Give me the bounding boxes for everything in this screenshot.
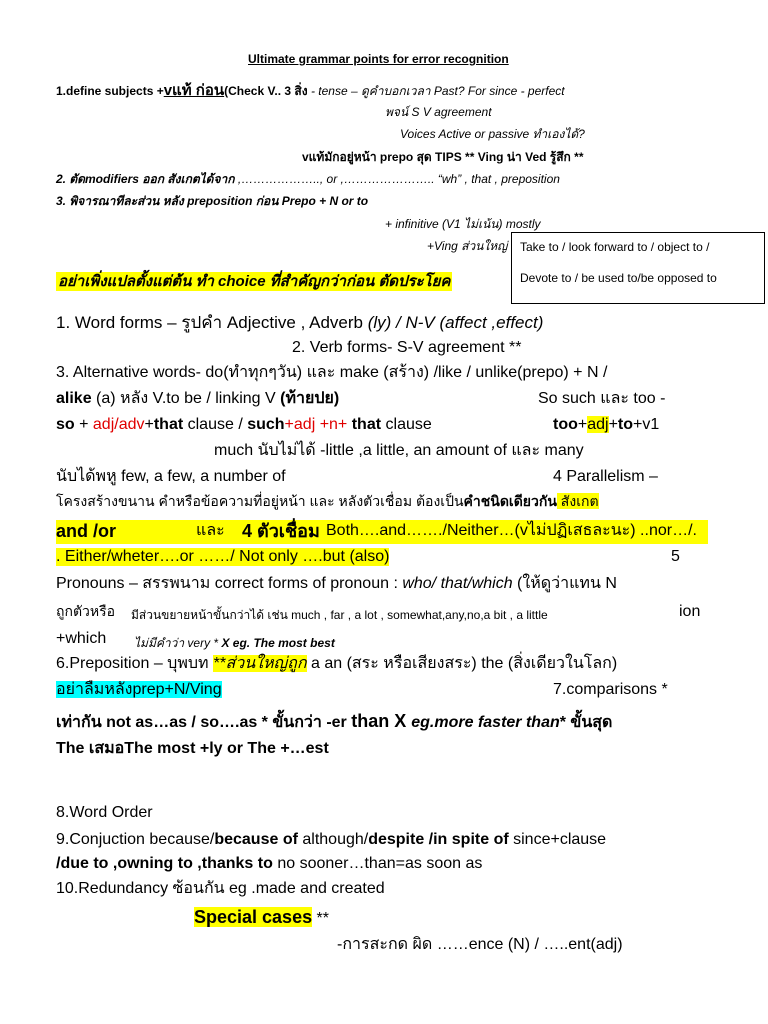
special-cases-line — [194, 907, 329, 928]
both-neither: Both….and……./Neither…(vไม่ปฏิเสธละนะ) ..nor…/. — [326, 522, 697, 539]
clause-2: clause — [381, 416, 432, 433]
cut-label: 2. ตัด — [56, 172, 85, 186]
v1-word: +v1 — [633, 416, 660, 433]
adj-n: adj +n+ — [293, 416, 348, 433]
correct-or: ถูกตัวหรือ — [56, 603, 116, 619]
conj-label: 9.Conjuction because/ — [56, 831, 215, 848]
because-of: because of — [214, 831, 298, 848]
parallelism-text: โครงสร้างขนาน คำหรือข้อความที่อยู่หน้า และ หลังตัวเชื่อม ต้องเป็น — [56, 493, 464, 509]
alike-line — [56, 390, 339, 408]
pronouns-line — [56, 575, 617, 593]
to-word: to — [617, 416, 634, 433]
true-verb-first: vแท้ ก่อน — [163, 82, 225, 99]
four-connectors: 4 ตัวเชื่อม — [242, 521, 320, 541]
such-word: such — [247, 416, 285, 433]
comparisons-title: 7.comparisons * — [553, 681, 668, 698]
tip-banner: อย่าเพิ่งแปลตั้งแต่ต้น ทำ choice ที่สำคัญกว่าก่อน ตัดประโยค — [58, 273, 451, 290]
equal-line: เท่ากัน not as…as / so….as * ขั้นกว่า -er — [56, 714, 352, 731]
than-word: than — [351, 711, 390, 731]
although: although/ — [297, 831, 369, 848]
superlative: * ขั้นสุด — [559, 714, 613, 731]
infinitive-line: + infinitive (V1 ไม่เน้น) mostly — [385, 217, 541, 231]
most-best: X eg. The most best — [221, 636, 335, 650]
more-faster: eg.more faster than — [411, 714, 560, 731]
same-type: คำชนิดเดียวกัน — [463, 493, 557, 509]
adj-adv: adj/adv — [92, 416, 145, 433]
parallelism-title: 4 Parallelism – — [553, 468, 658, 485]
since-clause: since+clause — [508, 831, 607, 848]
the-most-line: The เสมอThe most +ly or The +…est — [56, 740, 329, 757]
note-box-line2: Devote to / be used to/be opposed to — [520, 271, 717, 285]
prep-ving: อย่าลืมหลังprep+N/Ving — [56, 681, 222, 698]
voices-line: Voices Active or passive ทำเองได้? — [400, 127, 585, 141]
no-very-line — [134, 637, 335, 651]
comparative-modifiers: มีส่วนขยายหน้าขั้นกว่าได้ เช่น much , far , a lot , somewhat,any,no,a bit , a little — [131, 608, 548, 622]
too-word: too — [553, 416, 578, 433]
redundancy-line: 10.Redundancy ซ้อนกัน eg .made and created — [56, 880, 385, 897]
so-such-too: So such และ too - — [538, 390, 666, 407]
check-things: (Check V.. 3 สิ่ง — [224, 84, 308, 98]
note-box-line1: Take to / look forward to / object to / — [520, 240, 710, 254]
spelling-line: -การสะกด ผิด ……ence (N) / …..ent(adj) — [337, 936, 623, 953]
plus-5: + — [608, 416, 618, 433]
agreement-line: พจน์ S V agreement — [385, 105, 492, 119]
alike-word: alike — [56, 390, 92, 407]
conjunction-line — [56, 831, 606, 849]
observe: สังเกต — [556, 493, 599, 509]
no-sooner: no sooner…than=as soon as — [272, 855, 483, 872]
modifiers-label: modifiers ออก สังเกตได้จาก — [84, 172, 235, 186]
parallelism-desc — [56, 493, 599, 509]
clause-1: clause / — [183, 416, 248, 433]
note-box — [511, 232, 765, 304]
which-line: +which — [56, 630, 107, 647]
define-subjects-label: 1.define subjects + — [56, 84, 164, 98]
modifiers-hints: ,……………….., or ,………………….. “wh” , that , preposition — [237, 172, 560, 186]
plus-3: + — [284, 416, 294, 433]
modifiers-line — [56, 173, 560, 187]
due-to: /due to ,owning to ,thanks to — [56, 855, 273, 872]
due-to-line — [56, 855, 482, 873]
tense-note: - tense – ดูคำบอกเวลา Past? For since - perfect — [310, 84, 565, 98]
who-that-which: who/ that/which — [402, 575, 513, 592]
tips-line: vแท้มักอยู่หน้า prepo สุด TIPS ** Ving น่า Ved รู้สึก ** — [302, 150, 584, 164]
countable-line: นับได้พหู few, a few, a number of — [56, 468, 286, 485]
alternative-words: 3. Alternative words- do(ทำทุกๆวัน) และ make (สร้าง) /like / unlike(prepo) + N / — [56, 364, 608, 381]
special-cases: Special cases — [194, 907, 313, 927]
verb-forms: 2. Verb forms- S-V agreement ** — [292, 339, 522, 356]
word-forms-note: (ly) / N-V (affect ,effect) — [367, 313, 544, 332]
alike-end: (ท้ายปย) — [280, 390, 340, 407]
x-mark: X — [389, 711, 412, 731]
replace-n: (ให้ดูว่าแทน N — [512, 575, 617, 592]
pronouns-label: Pronouns – สรรพนาม correct forms of pronoun : — [56, 575, 403, 592]
despite: despite /in spite of — [368, 831, 509, 848]
mostly-correct: **ส่วนใหญ่ถูก — [213, 655, 307, 672]
comparisons-line — [56, 711, 612, 732]
much-line: much นับไม่ได้ -little ,a little, an amount of และ many — [214, 442, 584, 459]
too-adj-to — [553, 416, 659, 434]
define-subjects-line — [56, 82, 565, 99]
connectors-line — [56, 520, 708, 544]
consider-line: 3. พิจารณาทีละส่วน หลัง preposition ก่อน Prepo + N or to — [56, 194, 369, 208]
alike-note: (a) หลัง V.to be / linking V — [91, 390, 281, 407]
page-title: Ultimate grammar points for error recognition — [248, 52, 509, 66]
either-line: . Either/wheter….or ……/ Not only ….but (also) — [56, 548, 390, 565]
word-forms-label: 1. Word forms – รูปคำ Adjective , Adverb — [56, 313, 368, 332]
word-forms — [56, 313, 543, 333]
prep-ving-line — [56, 681, 222, 699]
no-very: ไม่มีคำว่า very * — [134, 636, 222, 650]
preposition-label: 6.Preposition – บุพบท — [56, 655, 214, 672]
plus-4: + — [577, 416, 588, 433]
and-thai: และ — [196, 522, 225, 539]
and-or: and /or — [56, 521, 117, 541]
word-order: 8.Word Order — [56, 804, 153, 821]
plus-2: + — [144, 416, 154, 433]
that-word: that — [153, 416, 184, 433]
that-word-2: that — [347, 416, 382, 433]
ion-fragment: ion — [679, 603, 701, 620]
so-word: so — [56, 416, 75, 433]
item-5: 5 — [671, 548, 680, 565]
preposition-line — [56, 655, 617, 673]
adj-word: adj — [587, 416, 609, 433]
plus-1: + — [74, 416, 93, 433]
so-such-line — [56, 416, 432, 434]
special-stars: ** — [312, 910, 329, 927]
articles: a an (สระ หรือเสียงสระ) the (สิ่งเดียวในโลก) — [306, 655, 618, 672]
ving-line: +Ving ส่วนใหญ่ — [427, 239, 508, 253]
